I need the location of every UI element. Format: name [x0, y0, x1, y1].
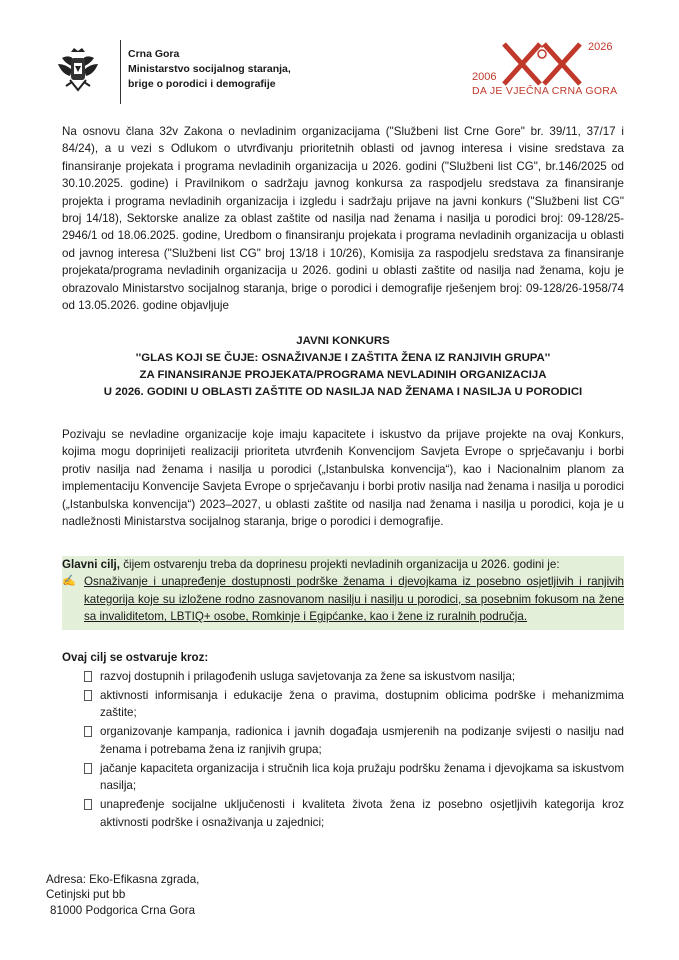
- anniversary-logo: [470, 40, 630, 106]
- intro-paragraph: Na osnovu člana 32v Zakona o nevladinim organizacijama ("Službeni list Crne Gore" br. 39/11, 37/17 i 84/24), a u vezi s Odlukom o utvrđivanju prioritetnih oblasti od javnog interesa i visine sredstava za finansiranje projekata i programa nevladinih organizacija u 2026. godini ("Službeni list CG", br.146/2025 od 30.10.2025. godine) i Pravilnikom o sadržaju javnog konkursa za raspodjelu sredstava za finansiranje projekta i programa nevladinih organizacija i izgledu i sadržaju prijave na javni konkurs ("Službeni list CG" broj 14/18), Sektorske analize za oblast zaštite od nasilja nad ženama i nasilja u porodici broj: 09-128/25-2946/1 od 18.06.2025. godine, Uredbom o finansiranju projekata i programa nevladinih organizacija u oblasti od javnog interesa ("Službeni list CG" broj 13/18 i 10/26), Komisija za raspodjelu sredstava za finansiranje projekata/programa nevladinih organizacija u 2026. godini u oblasti zaštite od nasilja nad ženama, koju je obrazovalo Ministarstvo socijalnog staranja, brige o porodici i demografije rješenjem broj: 09-128/26-1958/74 od 13.05.2026. godine objavljuje: [62, 125, 624, 313]
- logo-year-left: 2006: [472, 71, 497, 83]
- list-item: aktivnosti informisanja i edukacije žena o pravima, dostupnim oblicima podrške i mehanizmima zaštite;: [84, 687, 624, 722]
- title-line-3: ZA FINANSIRANJE PROJEKATA/PROGRAMA NEVLADINIH ORGANIZACIJA: [139, 369, 547, 381]
- logo-year-right: 2026: [588, 41, 613, 53]
- ministry-name: [128, 47, 291, 92]
- address-line-3: 81000 Podgorica Crna Gora: [50, 903, 196, 917]
- title-line-1: JAVNI KONKURS: [296, 335, 390, 347]
- list-item: jačanje kapaciteta organizacija i stručnih lica koja pružaju podršku ženama i djevojkama sa iskustvom nasilja;: [84, 760, 624, 795]
- title-line-4: U 2026. GODINI U OBLASTI ZAŠTITE OD NASILJA NAD ŽENAMA I NASILJA U PORODICI: [103, 386, 583, 398]
- logo-slogan: DA JE VJEČNA CRNA GORA: [472, 85, 618, 97]
- letterhead: [50, 40, 630, 110]
- invitation-paragraph: Pozivaju se nevladine organizacije koje imaju kapacitete i iskustvo da prijave projekte na ovaj Konkurs, kojima mogu doprinijeti realizaciji prioriteta utvrđenih Konvencijom Savjeta Evrope o sprječavanju i borbi protiv nasilja nad ženama i nasilja u porodici („Istanbulska konvencija“), kao i Nacionalnim planom za implementaciju Konvencije Savjeta Evrope o sprječavanju i borbi protiv nasilja nad ženama i nasilja u porodici („Istanbulska konvencija“) 2023–2027, u oblasti zaštite od nasilja nad ženama i nasilja u porodici, koja je u nadležnosti Ministarstva socijalnog staranja, brige o porodici i demografije.: [62, 428, 624, 529]
- montenegro-coat-of-arms-icon: [56, 46, 100, 96]
- goal-heading: [62, 556, 624, 573]
- list-item: unapređenje socijalne uključenosti i kvaliteta života žena iz posebno osjetljivih kategorija kroz aktivnosti podrške i osnaživanja u zajednici;: [84, 796, 624, 831]
- call-title: [62, 333, 624, 401]
- pointing-hand-icon: ✍: [62, 575, 76, 587]
- bullet-icon: [84, 726, 92, 737]
- address-line-1: Adresa: Eko-Efikasna zgrada,: [46, 873, 200, 886]
- org-line-1: Crna Gora: [128, 48, 180, 60]
- list-item: organizovanje kampanja, radionica i javnih događaja usmjerenih na podizanje svijesti o nasilju nad ženama i potrebama žena iz ranjivih grupa;: [84, 723, 624, 758]
- title-line-2: ''GLAS KOJI SE ČUJE: OSNAŽIVANJE I ZAŠTITA ŽENA IZ RANJIVIH GRUPA'': [135, 352, 551, 364]
- address-line-2: Cetinjski put bb: [46, 888, 126, 902]
- bullet-icon: [84, 799, 92, 810]
- org-line-2: Ministarstvo socijalnog staranja,: [128, 63, 291, 75]
- means-heading: Ovaj cilj se ostvaruje kroz:: [62, 651, 209, 664]
- footer-address: [46, 872, 199, 918]
- bullet-icon: [84, 690, 92, 701]
- goal-label: Glavni cilj,: [62, 558, 120, 571]
- org-line-3: brige o porodici i demografije: [128, 78, 276, 90]
- list-item: razvoj dostupnih i prilagođenih usluga savjetovanja za žene sa iskustvom nasilja;: [84, 668, 624, 685]
- goal-item-text: Osnaživanje i unapređenje dostupnosti podrške ženama i djevojkama iz posebno osjetljivih i ranjivih kategorija koje su izložene rodno zasnovanom nasilju i nasilju u porodici, sa posebnim fokusom na žene sa invaliditetom, LBTIQ+ osobe, Romkinje i Egipćanke, kao i žene iz ruralnih područja.: [84, 575, 624, 624]
- means-list: [84, 668, 624, 833]
- bullet-icon: [84, 763, 92, 774]
- header-divider: [120, 40, 121, 104]
- bullet-icon: [84, 671, 92, 682]
- goal-lead: čijem ostvarenju treba da doprinesu projekti nevladinih organizacija u 2026. godini je:: [120, 558, 560, 571]
